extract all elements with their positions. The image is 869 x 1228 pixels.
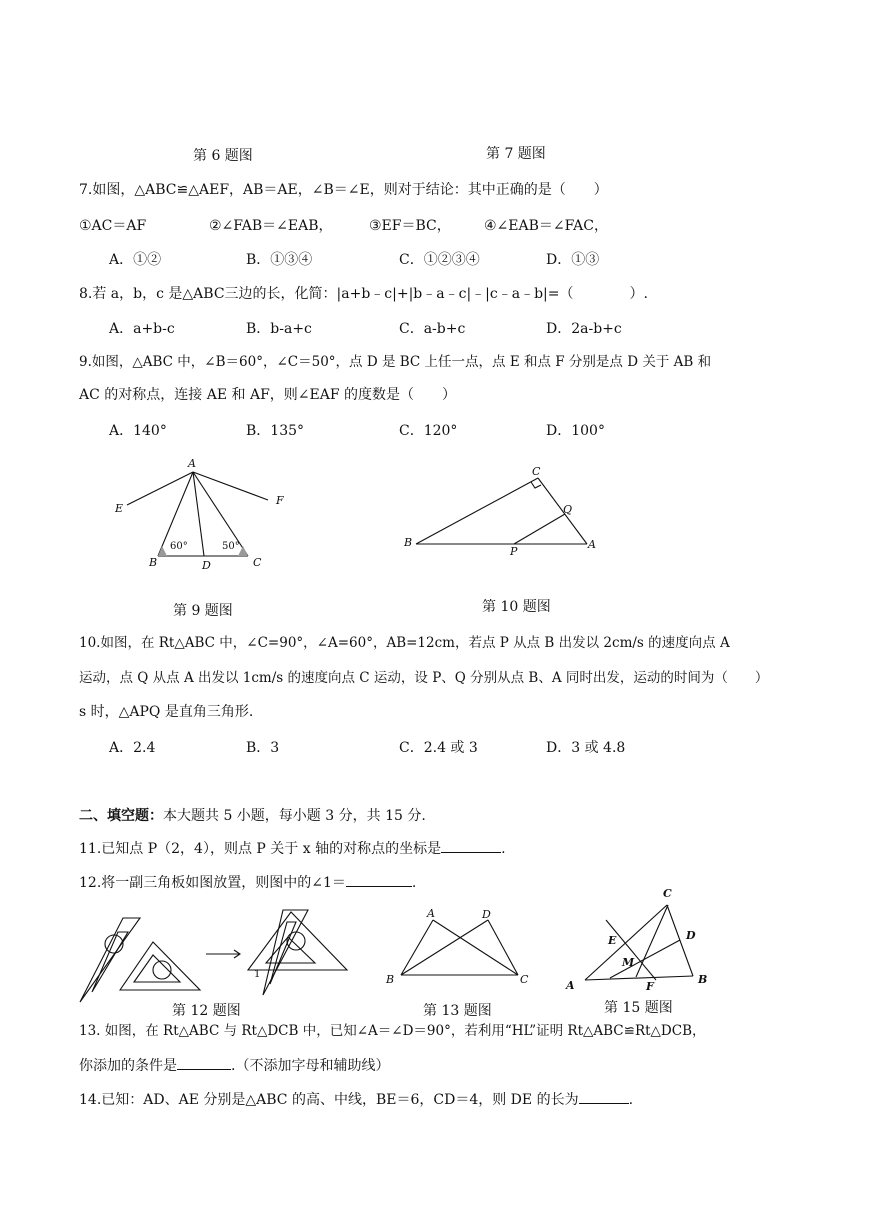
q8-option-d: D．2a-b+c xyxy=(546,321,622,337)
q7-option-c: C．①②③④ xyxy=(399,252,480,268)
fig9-label-a: A xyxy=(188,457,196,470)
fig9-caption: 第 9 题图 xyxy=(173,603,233,619)
fig13-label-b: B xyxy=(386,973,395,986)
fig10-label-c: C xyxy=(532,465,541,478)
q11-answer-blank[interactable] xyxy=(441,838,501,853)
q12-text: 12.将一副三角板如图放置，则图中的∠1＝ xyxy=(79,875,346,891)
q10-line2: 运动，点 Q 从点 A 出发以 1cm/s 的速度向点 C 运动，设 P、Q 分别从点 B、A 同时出发，运动的时间为（ ） xyxy=(79,670,769,686)
q8-option-b: B．b-a+c xyxy=(246,321,312,337)
q10-option-b: B．3 xyxy=(246,740,280,756)
q7-stem: 7.如图，△ABC≌△AEF，AB＝AE，∠B＝∠E，则对于结论：其中正确的是（ ） xyxy=(79,182,608,198)
q13-line1: 13. 如图，在 Rt△ABC 与 Rt△DCB 中，已知∠A＝∠D＝90°，若利用“HL”证明 Rt△ABC≌Rt△DCB， xyxy=(79,1023,706,1039)
fig9-label-f: F xyxy=(276,494,284,507)
fig7-caption: 第 7 题图 xyxy=(486,146,546,162)
q10-line1: 10.如图，在 Rt△ABC 中，∠C=90°，∠A=60°，AB=12cm，若点 P 从点 B 出发以 2cm/s 的速度向点 A xyxy=(79,635,730,651)
q14-row xyxy=(79,1089,633,1110)
q14-end: . xyxy=(628,1092,634,1108)
q7-conclusion-2: ②∠FAB＝∠EAB， xyxy=(209,218,333,234)
fig10-caption: 第 10 题图 xyxy=(482,599,551,615)
q9-stem-line1: 9.如图，△ABC 中，∠B＝60°，∠C＝50°，点 D 是 BC 上任一点，点 E 和点 F 分别是点 D 关于 AB 和 xyxy=(79,354,712,370)
q10-option-a: A．2.4 xyxy=(109,740,156,756)
fig15-label-d: D xyxy=(686,929,696,942)
fig12-angle-1: 1 xyxy=(254,969,261,980)
q9-option-d: D．100° xyxy=(546,423,605,439)
q14-text: 14.已知：AD、AE 分别是△ABC 的高、中线，BE＝6，CD＝4，则 DE 的长为 xyxy=(79,1092,579,1108)
q9-stem-line2: AC 的对称点，连接 AE 和 AF，则∠EAF 的度数是（ ） xyxy=(79,387,457,403)
q8-stem: 8.若 a，b，c 是△ABC三边的长，化简：|a+b﹣c|+|b﹣a﹣c|﹣|c﹣a﹣b|=（ ）. xyxy=(79,286,648,302)
q7-conclusion-4: ④∠EAB＝∠FAC， xyxy=(484,218,608,234)
fig15-caption: 第 15 题图 xyxy=(604,1000,673,1016)
fig9-label-c: C xyxy=(253,556,262,569)
fig15-label-a: A xyxy=(566,979,575,992)
fig15-label-b: B xyxy=(698,973,708,986)
fig12-caption: 第 12 题图 xyxy=(172,1003,241,1019)
fig10-label-b: B xyxy=(404,536,413,549)
q7-option-a: A．①② xyxy=(109,252,162,268)
fig13-caption: 第 13 题图 xyxy=(423,1003,492,1019)
fig10-label-q: Q xyxy=(563,503,573,516)
q7-conclusion-1: ①AC＝AF xyxy=(79,218,147,234)
q10-line3: s 时，△APQ 是直角三角形. xyxy=(79,704,254,720)
fig13-label-d: D xyxy=(482,908,491,921)
q12-end: . xyxy=(411,875,417,891)
section2-heading-row xyxy=(79,806,426,826)
q9-option-c: C．120° xyxy=(399,423,458,439)
fig9-angle-b: 60° xyxy=(170,541,188,552)
q13-line2-end: .（不添加字母和辅助线） xyxy=(231,1058,390,1074)
fig6-caption: 第 6 题图 xyxy=(193,148,253,164)
q11-row xyxy=(79,838,506,859)
q10-option-c: C．2.4 或 3 xyxy=(399,740,478,756)
q10-option-d: D．3 或 4.8 xyxy=(546,740,626,756)
q9-option-a: A．140° xyxy=(109,423,167,439)
fig9-label-b: B xyxy=(149,556,158,569)
fig15-label-m: M xyxy=(622,956,635,969)
section2-heading: 二、填空题： xyxy=(79,808,163,824)
q7-option-d: D．①③ xyxy=(546,252,600,268)
fig9-label-e: E xyxy=(115,502,124,515)
q8-option-c: C．a-b+c xyxy=(399,321,466,337)
q12-answer-blank[interactable] xyxy=(346,872,412,887)
q7-option-b: B．①③④ xyxy=(246,252,313,268)
fig10-label-p: P xyxy=(510,545,518,558)
q12-row xyxy=(79,872,416,893)
q11-text: 11.已知点 P（2，4），则点 P 关于 x 轴的对称点的坐标是 xyxy=(79,841,442,857)
fig13-label-a: A xyxy=(427,907,435,920)
fig15-label-e: E xyxy=(608,934,617,947)
fig9-label-d: D xyxy=(202,559,211,572)
q9-option-b: B．135° xyxy=(246,423,305,439)
q8-option-a: A．a+b-c xyxy=(109,321,175,337)
q11-end: . xyxy=(501,841,506,857)
q7-conclusion-3: ③EF＝BC， xyxy=(369,218,451,234)
fig15-label-c: C xyxy=(663,887,672,900)
section2-desc: 本大题共 5 小题，每小题 3 分，共 15 分. xyxy=(163,808,426,824)
q13-answer-blank[interactable] xyxy=(177,1055,231,1070)
fig10-label-a: A xyxy=(588,538,596,551)
fig9-angle-c: 50° xyxy=(222,541,240,552)
fig13-label-c: C xyxy=(520,973,529,986)
q14-answer-blank[interactable] xyxy=(579,1089,629,1104)
q13-line2-text: 你添加的条件是 xyxy=(79,1058,177,1074)
q13-line2-row xyxy=(79,1055,389,1076)
fig15-label-f: F xyxy=(646,980,654,993)
